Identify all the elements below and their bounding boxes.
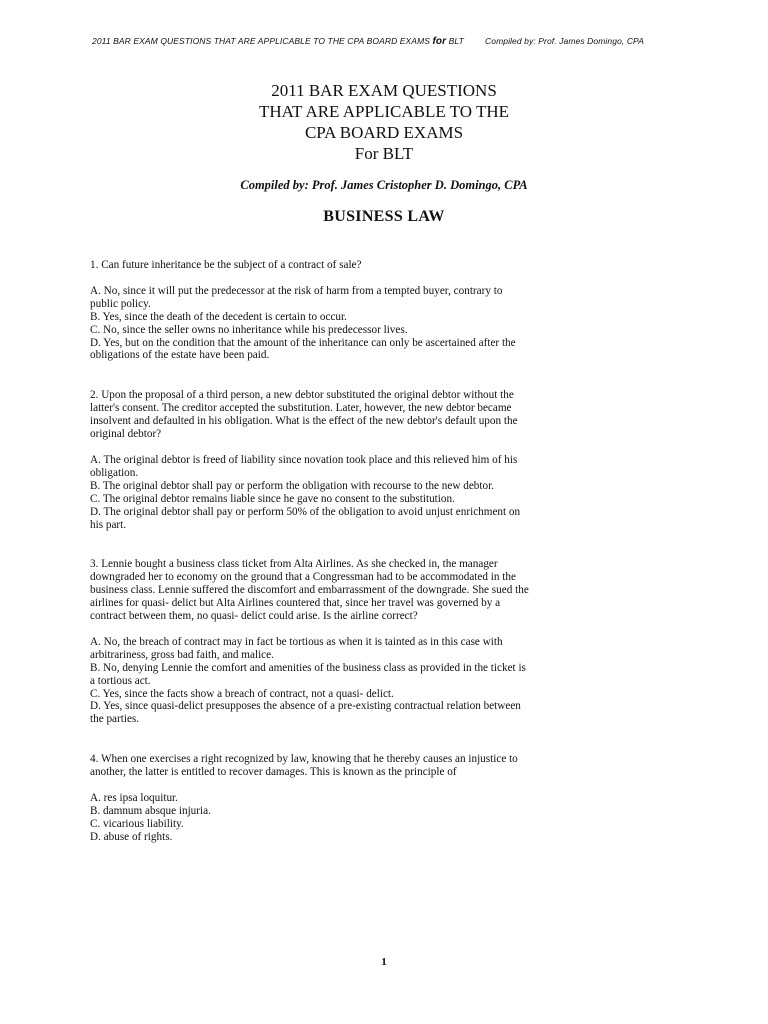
choice-a: A. No, since it will put the predecessor at the risk of harm from a tempted buyer, contrary to public policy.	[90, 284, 503, 310]
choice-c: C. vicarious liability.	[90, 817, 184, 830]
choice-c: C. No, since the seller owns no inheritance while his predecessor lives.	[90, 323, 408, 336]
title-line-1: 2011 BAR EXAM QUESTIONS	[271, 81, 497, 100]
compiler-credit: Compiled by: Prof. James Cristopher D. Domingo, CPA	[240, 178, 528, 192]
question-stem: 3. Lennie bought a business class ticket from Alta Airlines. As she checked in, the manager downgraded her to economy on the ground that a Congressman had to be accommodated in the business class. Lennie suffered the discomfort and embarrassment of the downgrade. She sued the airlines for quasi- delict but Alta Airlines countered that, since her travel was governed by a contract between them, no quasi- delict could arise. Is the airline correct?	[90, 558, 529, 623]
running-header	[92, 36, 692, 47]
choice-d: D. Yes, but on the condition that the amount of the inheritance can only be ascertained after the obligations of the estate have been paid.	[90, 336, 516, 362]
choice-a: A. res ipsa loquitur.	[90, 792, 178, 805]
choice-b: B. Yes, since the death of the decedent is certain to occur.	[90, 310, 347, 323]
choice-a: A. The original debtor is freed of liability since novation took place and this relieved him of his obligation.	[90, 453, 518, 479]
choice-list	[90, 636, 530, 726]
choice-list	[90, 792, 530, 844]
choice-d: D. The original debtor shall pay or perform 50% of the obligation to avoid unjust enrichment on his part.	[90, 505, 521, 531]
choice-b: B. damnum absque injuria.	[90, 805, 211, 817]
question-4	[90, 753, 530, 843]
question-list	[90, 259, 530, 871]
choice-a: A. No, the breach of contract may in fact be tortious as when it is tainted as in this case with arbitrariness, gross bad faith, and malice.	[90, 635, 503, 661]
header-title-prefix: 2011 BAR EXAM QUESTIONS THAT ARE APPLICABLE TO THE CPA BOARD EXAMS	[92, 36, 431, 46]
choice-d: D. abuse of rights.	[90, 830, 173, 843]
title-line-4: For BLT	[354, 144, 414, 163]
header-compiled-by: Compiled by: Prof. James Domingo, CPA	[485, 36, 644, 46]
choice-c: C. Yes, since the facts show a breach of contract, not a quasi- delict.	[90, 687, 394, 700]
document-title	[0, 80, 768, 164]
choice-d: D. Yes, since quasi-delict presupposes the absence of a pre-existing contractual relation between the parties.	[90, 700, 521, 726]
page-number: 1	[381, 956, 387, 968]
header-title-suffix: BLT	[448, 36, 464, 46]
choice-list	[90, 285, 530, 362]
question-stem: 2. Upon the proposal of a third person, a new debtor substituted the original debtor without the latter's consent. The creditor accepted the substitution. Later, however, the new debtor became insolvent and defaulted in his obligation. What is the effect of the new debtor's default upon the original debtor?	[90, 389, 518, 441]
question-stem: 1. Can future inheritance be the subject of a contract of sale?	[90, 259, 362, 271]
question-1	[90, 259, 530, 362]
choice-list	[90, 454, 530, 531]
choice-b: B. The original debtor shall pay or perform the obligation with recourse to the new debtor.	[90, 479, 494, 492]
question-stem: 4. When one exercises a right recognized by law, knowing that he thereby causes an injustice to another, the latter is entitled to recover damages. This is known as the principle of	[90, 753, 518, 779]
question-3	[90, 558, 530, 726]
section-heading: BUSINESS LAW	[323, 208, 445, 225]
choice-b: B. No, denying Lennie the comfort and amenities of the business class as provided in the ticket is a tortious act.	[90, 661, 526, 687]
title-line-2: THAT ARE APPLICABLE TO THE	[259, 102, 509, 121]
choice-c: C. The original debtor remains liable since he gave no consent to the substitution.	[90, 492, 455, 505]
title-line-3: CPA BOARD EXAMS	[304, 123, 464, 142]
header-for-word: for	[432, 36, 447, 47]
question-2	[90, 389, 530, 531]
